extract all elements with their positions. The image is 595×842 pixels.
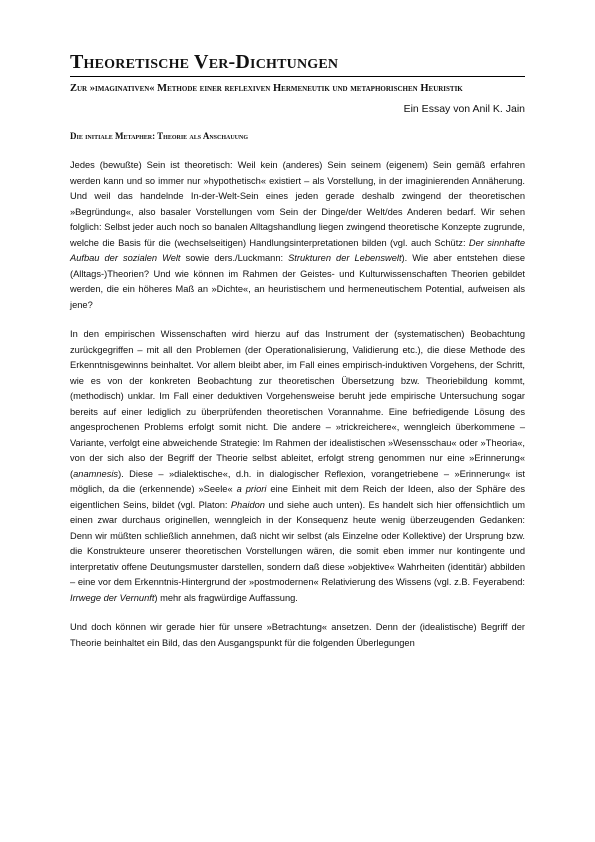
italic-term: a priori <box>236 484 267 494</box>
text-run: Jedes (bewußte) Sein ist theoretisch: Weil kein (anderes) Sein seinem (eigenem) Sein gemäß erfahren werden kann und so immer nur »hypothetisch« existiert – als Vorstellung, in der imaginierenden Annäherung. Und weil das handelnde In-der-Welt-Sein eines jeden gerade deshalb zwingend der theoretischen »Begründung«, also basaler Vorstellungen vom Sein der Dinge/der Welt/des Anderen bedarf. Wir sehen folglich: Selbst jeder auch noch so banalen Alltagshandlung liegen zwingend theoretische Konzepte zugrunde, welche die Basis für die (wechselseitigen) Handlungsinterpretationen bilden (vgl. auch Schütz: <box>70 160 525 248</box>
title-rule <box>70 76 525 77</box>
paragraph-2 <box>70 327 525 606</box>
text-run: ) mehr als fragwürdige Auffassung. <box>154 592 298 603</box>
paragraph-3 <box>70 620 525 651</box>
author-byline: Ein Essay von Anil K. Jain <box>403 103 525 115</box>
document-page <box>70 40 525 820</box>
italic-citation: Strukturen der Lebenswelt <box>288 253 402 263</box>
text-run: und siehe auch unten). Es handelt sich hier offensichtlich um einen zwar durchaus originellen, wenngleich in der Konsequenz heute wenig überzeugenden Gedanken: Denn wir müßten schließlich annehmen, daß nicht wir selbst (als Einzelne oder Kollektive) der Ursprung bzw. die Konstrukteure unserer theoretischen Vorstellungen wären, die somit eben immer nur kontingente und interpretativ offene Deutungsmuster darstellen, sondern daß diese »objektive« Wahrheiten (identitär) abbilden – eine vor dem Erkenntnis-Hintergrund der »postmodernen« Relativierung des Wissens (vgl. z.B. Feyerabend: <box>70 499 526 587</box>
italic-citation: Irrwege der Vernunft <box>70 592 155 603</box>
paragraph-1 <box>70 158 525 313</box>
italic-citation: Phaidon <box>230 499 265 510</box>
text-run: Und doch können wir gerade hier für unsere »Betrachtung« ansetzen. Denn der (idealistische) Begriff der Theorie beinhaltet ein Bild, das den Ausgangspunkt für die folgenden Überlegungen <box>70 622 525 648</box>
text-run: ). Wie aber entstehen diese (Alltags-)Theorien? Und wie können im Rahmen der Geistes- und Kulturwissenschaften Theorien gebildet werden, die ein höheres Maß an »Dichte«, an heuristischem und hermeneutischem Potential, aufweisen als jene? <box>70 253 525 310</box>
text-run: ). Diese – »dialektische«, d.h. in dialogischer Reflexion, vorangetriebene – »Erinnerung« ist möglich, da die (erkennende) »Seele« <box>70 468 525 494</box>
document-subtitle: Zur »imaginativen« Methode einer reflexiven Hermeneutik und metaphorischen Heuristik <box>70 83 463 94</box>
document-title: Theoretische Ver-Dichtungen <box>70 51 339 73</box>
italic-citation: Der sinnhafte Aufbau der sozialen Welt <box>70 237 526 263</box>
text-run: sowie ders./Luckmann: <box>180 253 289 263</box>
section-title: Die initiale Metapher: Theorie als Anschauung <box>70 131 249 141</box>
text-run: eine Einheit mit dem Reich der Ideen, also der Sphäre des eigentlichen Seins, bildet (vgl. Platon: <box>70 484 525 510</box>
text-run: In den empirischen Wissenschaften wird hierzu auf das Instrument der (systematischen) Beobachtung zurückgegriffen – mit all den Problemen (der Operationalisierung, Validierung etc.), die diese Methode des Erkenntnisgewinns beinhaltet. Vor allem bleibt aber, im Fall eines empirisch-induktiven Vorgehens, der Schritt, wie es von der konkreten Beobachtung zur theoretischen Übersetzung bzw. Theoriebildung kommt, (methodisch) unklar. Im Fall einer deduktiven Vorgehensweise beruht jede empirische Untersuchung sogar bereits auf einer lediglich zu überprüfenden theoretischen Vorannahme. Eine befriedigende Lösung des angesprochenen Problems erfolgt somit nicht. Die andere – »trickreichere«, wenngleich überkommene – Variante, verfolgt eine abweichende Strategie: Im Rahmen der idealistischen »Wesensschau« oder »Theoria«, von der sich also der Begriff der Theorie selbst ableitet, erfolgt streng genommen nur eine »Erinnerung« ( <box>70 329 525 479</box>
italic-term: anamnesis <box>73 468 119 479</box>
